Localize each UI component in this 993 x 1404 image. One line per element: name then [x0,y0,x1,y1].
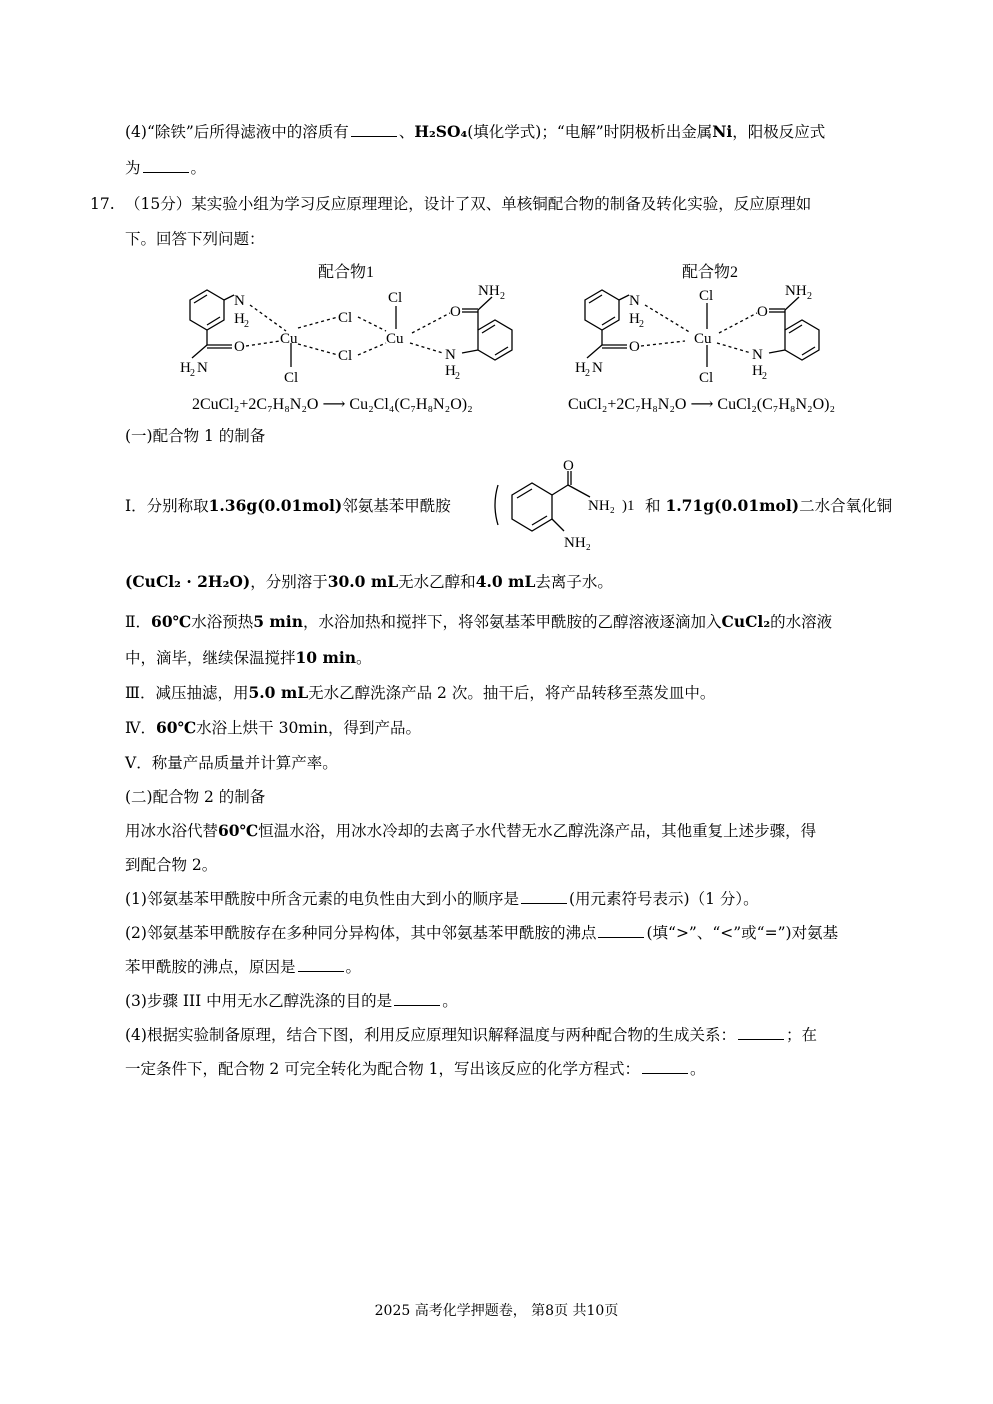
q16-part4-line1: (4)“除铁”后所得滤液中的溶质有 、H₂SO₄(填化学式)；“电解”时阴极析出金属Ni，阳极反应式 [125,122,826,141]
question-4-line1: (4)根据实验制备原理，结合下图，利用反应原理知识解释温度与两种配合物的生成关系： ；在 [125,1026,817,1044]
question-number: 17. [90,195,115,213]
svg-text:N: N [445,347,456,363]
part1-heading: (一)配合物 1 的制备 [125,427,266,445]
q17-intro-line1: （15分）某实验小组为学习反应原理理论，设计了双、单核铜配合物的制备及转化实验，反应原理如 [125,195,812,213]
step-1-line1-tail: 和 1.71g(0.01mol)二水合氧化铜 [645,496,893,515]
svg-text:2: 2 [585,368,590,379]
answer-blank [143,157,189,173]
complex-structures-figure [160,255,880,420]
svg-text:O: O [563,458,574,474]
svg-text:NH₂: NH₂ [588,498,615,514]
svg-text:Cl: Cl [338,310,353,326]
svg-text:N: N [197,360,208,376]
svg-text:N: N [234,293,245,309]
svg-text:2: 2 [455,371,460,382]
svg-text:2: 2 [244,319,249,330]
step-3: Ⅲ．减压抽滤，用5.0 mL无水乙醇洗涤产品 2 次。抽干后，将产品转移至蒸发皿中。 [125,683,716,702]
svg-text:Cl: Cl [284,370,299,386]
svg-text:O: O [450,304,461,320]
part2-line1: 用冰水浴代替60℃恒温水浴，用冰水冷却的去离子水代替无水乙醇洗涤产品，其他重复上述步骤，得 [125,821,817,840]
svg-text:H: H [234,311,245,327]
question-1: (1)邻氨基苯甲酰胺中所含元素的电负性由大到小的顺序是 (用元素符号表示)（1 分）。 [125,890,759,908]
svg-text:O: O [757,304,768,320]
question-4-line2: 一定条件下，配合物 2 可完全转化为配合物 1，写出该反应的化学方程式： 。 [125,1060,706,1078]
question-2-line1: (2)邻氨基苯甲酰胺存在多种同分异构体，其中邻氨基苯甲酰胺的沸点 (填“>”、“<”或“=”)对氨基 [125,924,839,942]
svg-text:H: H [752,363,763,379]
svg-text:Cl: Cl [699,288,714,304]
step-2-line2: 中，滴毕，继续保温搅拌10 min。 [125,648,372,667]
svg-text:N: N [629,293,640,309]
svg-text:O: O [629,339,640,355]
step-2-line1: Ⅱ．60℃水浴预热5 min，水浴加热和搅拌下，将邻氨基苯甲酰胺的乙醇溶液逐滴加入CuCl₂的水溶液 [125,612,833,631]
svg-text:2: 2 [762,371,767,382]
svg-text:Cl: Cl [388,290,403,306]
svg-text:2: 2 [500,291,505,302]
answer-blank [738,1024,784,1040]
svg-text:N: N [592,360,603,376]
svg-text:NH: NH [785,283,807,299]
complex-2-title: 配合物2 [682,264,739,281]
step-5: Ⅴ．称量产品质量并计算产率。 [125,754,338,772]
step-1-line1: Ⅰ．分别称取1.36g(0.01mol)邻氨基苯甲酰胺 [125,496,451,515]
svg-text:Cl: Cl [699,370,714,386]
question-2-line2: 苯甲酰胺的沸点，原因是 。 [125,958,362,976]
svg-text:H: H [629,311,640,327]
q17-intro-line2: 下。回答下列问题： [125,230,265,248]
svg-text:NH: NH [478,283,500,299]
svg-text:Cl: Cl [338,348,353,364]
copper-atom: Cu [280,331,298,347]
question-3: (3)步骤 III 中用无水乙醇洗涤的目的是 。 [125,992,458,1010]
answer-blank [598,922,644,938]
svg-text:2: 2 [807,291,812,302]
svg-text:NH₂: NH₂ [564,535,591,551]
equation-1: 2CuCl₂+2C₇H₈N₂O ⟶ Cu₂Cl₄(C₇H₈N₂O)₂ [192,396,473,413]
answer-blank [642,1058,688,1074]
page-footer: 2025 高考化学押题卷， 第8页 共10页 [374,1303,619,1319]
anthranilamide-structure [490,455,640,555]
complex-2-structure [575,283,819,386]
svg-text:2: 2 [190,368,195,379]
svg-text:H: H [180,360,191,376]
copper-atom: Cu [694,331,712,347]
answer-blank [394,990,440,1006]
answer-blank [521,888,567,904]
answer-blank [351,121,397,137]
svg-text:H: H [575,360,586,376]
answer-blank [298,956,344,972]
step-1-line2: (CuCl₂ · 2H₂O)，分别溶于30.0 mL无水乙醇和4.0 mL去离子水。 [125,572,613,591]
svg-text:O: O [234,339,245,355]
q16-part4-line2: 为 。 [125,159,207,177]
svg-text:)1: )1 [622,498,635,514]
part2-line2: 到配合物 2。 [125,856,218,874]
copper-atom: Cu [386,331,404,347]
svg-text:N: N [752,347,763,363]
part2-heading: (二)配合物 2 的制备 [125,788,266,806]
step-4: Ⅳ．60℃水浴上烘干 30min，得到产品。 [125,718,421,737]
equation-2: CuCl₂+2C₇H₈N₂O ⟶ CuCl₂(C₇H₈N₂O)₂ [568,396,836,413]
svg-text:2: 2 [639,319,644,330]
complex-1-title: 配合物1 [318,264,375,281]
svg-text:H: H [445,363,456,379]
